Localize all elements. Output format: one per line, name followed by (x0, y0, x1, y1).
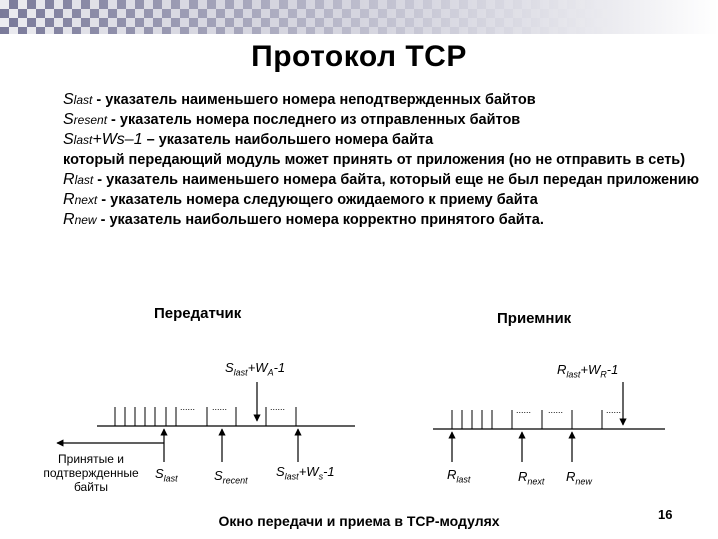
sender-recent-label: $S_{recent}$ (214, 468, 248, 486)
sender-last-label: $S_{last}$ (155, 466, 178, 484)
receiver-new-label: $R_{new}$ (566, 469, 592, 487)
definition-symbol: Rnew (63, 211, 97, 228)
sender-heading: Передатчик (154, 305, 242, 322)
definition-symbol: Rnext (63, 191, 98, 208)
definition-symbol: Slast (63, 91, 93, 108)
receiver-last-label: $R_{last}$ (447, 467, 471, 485)
diagram-caption: Окно передачи и приема в TCP-модулях (218, 513, 500, 529)
sender-dots-2: ...... (212, 402, 228, 412)
definition-symbol: Sresent (63, 111, 108, 128)
definition-text: который передающий модуль может принять от приложения (но не отправить в сеть) (63, 152, 686, 168)
receiver-next-label: $R_{next}$ (518, 469, 545, 487)
receiver-dots-1: ...... (516, 405, 532, 415)
sender-dots-3: ...... (270, 402, 286, 412)
receiver-window-diagram (433, 382, 665, 462)
definition-text: - указатель наименьшего номера байта, который еще не был передан приложению (93, 172, 700, 188)
sender-window-top-label: $S_{last}+W_A-1$ (225, 360, 286, 378)
definition-text: - указатель наибольшего номера корректно принятого байта. (96, 212, 544, 228)
definition-text: - указатель номера следующего ожидаемого к приему байта (97, 192, 538, 208)
page-number: 16 (658, 507, 673, 522)
slide-title: Протокол TCP (251, 40, 467, 73)
definition-text: - указатель номера последнего из отправленных байтов (107, 112, 521, 128)
definition-symbol: Rlast (63, 171, 94, 188)
definition-text: – указатель наибольшего номера байта (142, 132, 434, 148)
receiver-window-top-label: $R_{last}+W_R-1$ (557, 362, 619, 380)
sender-end-label: $S_{last}+W_s-1$ (276, 464, 335, 482)
sender-accepted-label: Принятые и подтвержденные байты (43, 452, 139, 494)
receiver-dots-2: ...... (548, 405, 564, 415)
sender-window-diagram (57, 382, 355, 462)
definition-text: - указатель наименьшего номера неподтвержденных байтов (92, 92, 536, 108)
sender-byte-ticks (115, 407, 296, 426)
receiver-dots-3: ...... (606, 405, 622, 415)
receiver-heading: Приемник (497, 310, 572, 327)
sender-dots-1: ...... (180, 402, 196, 412)
definition-symbol: Slast+Ws–1 (63, 131, 143, 148)
